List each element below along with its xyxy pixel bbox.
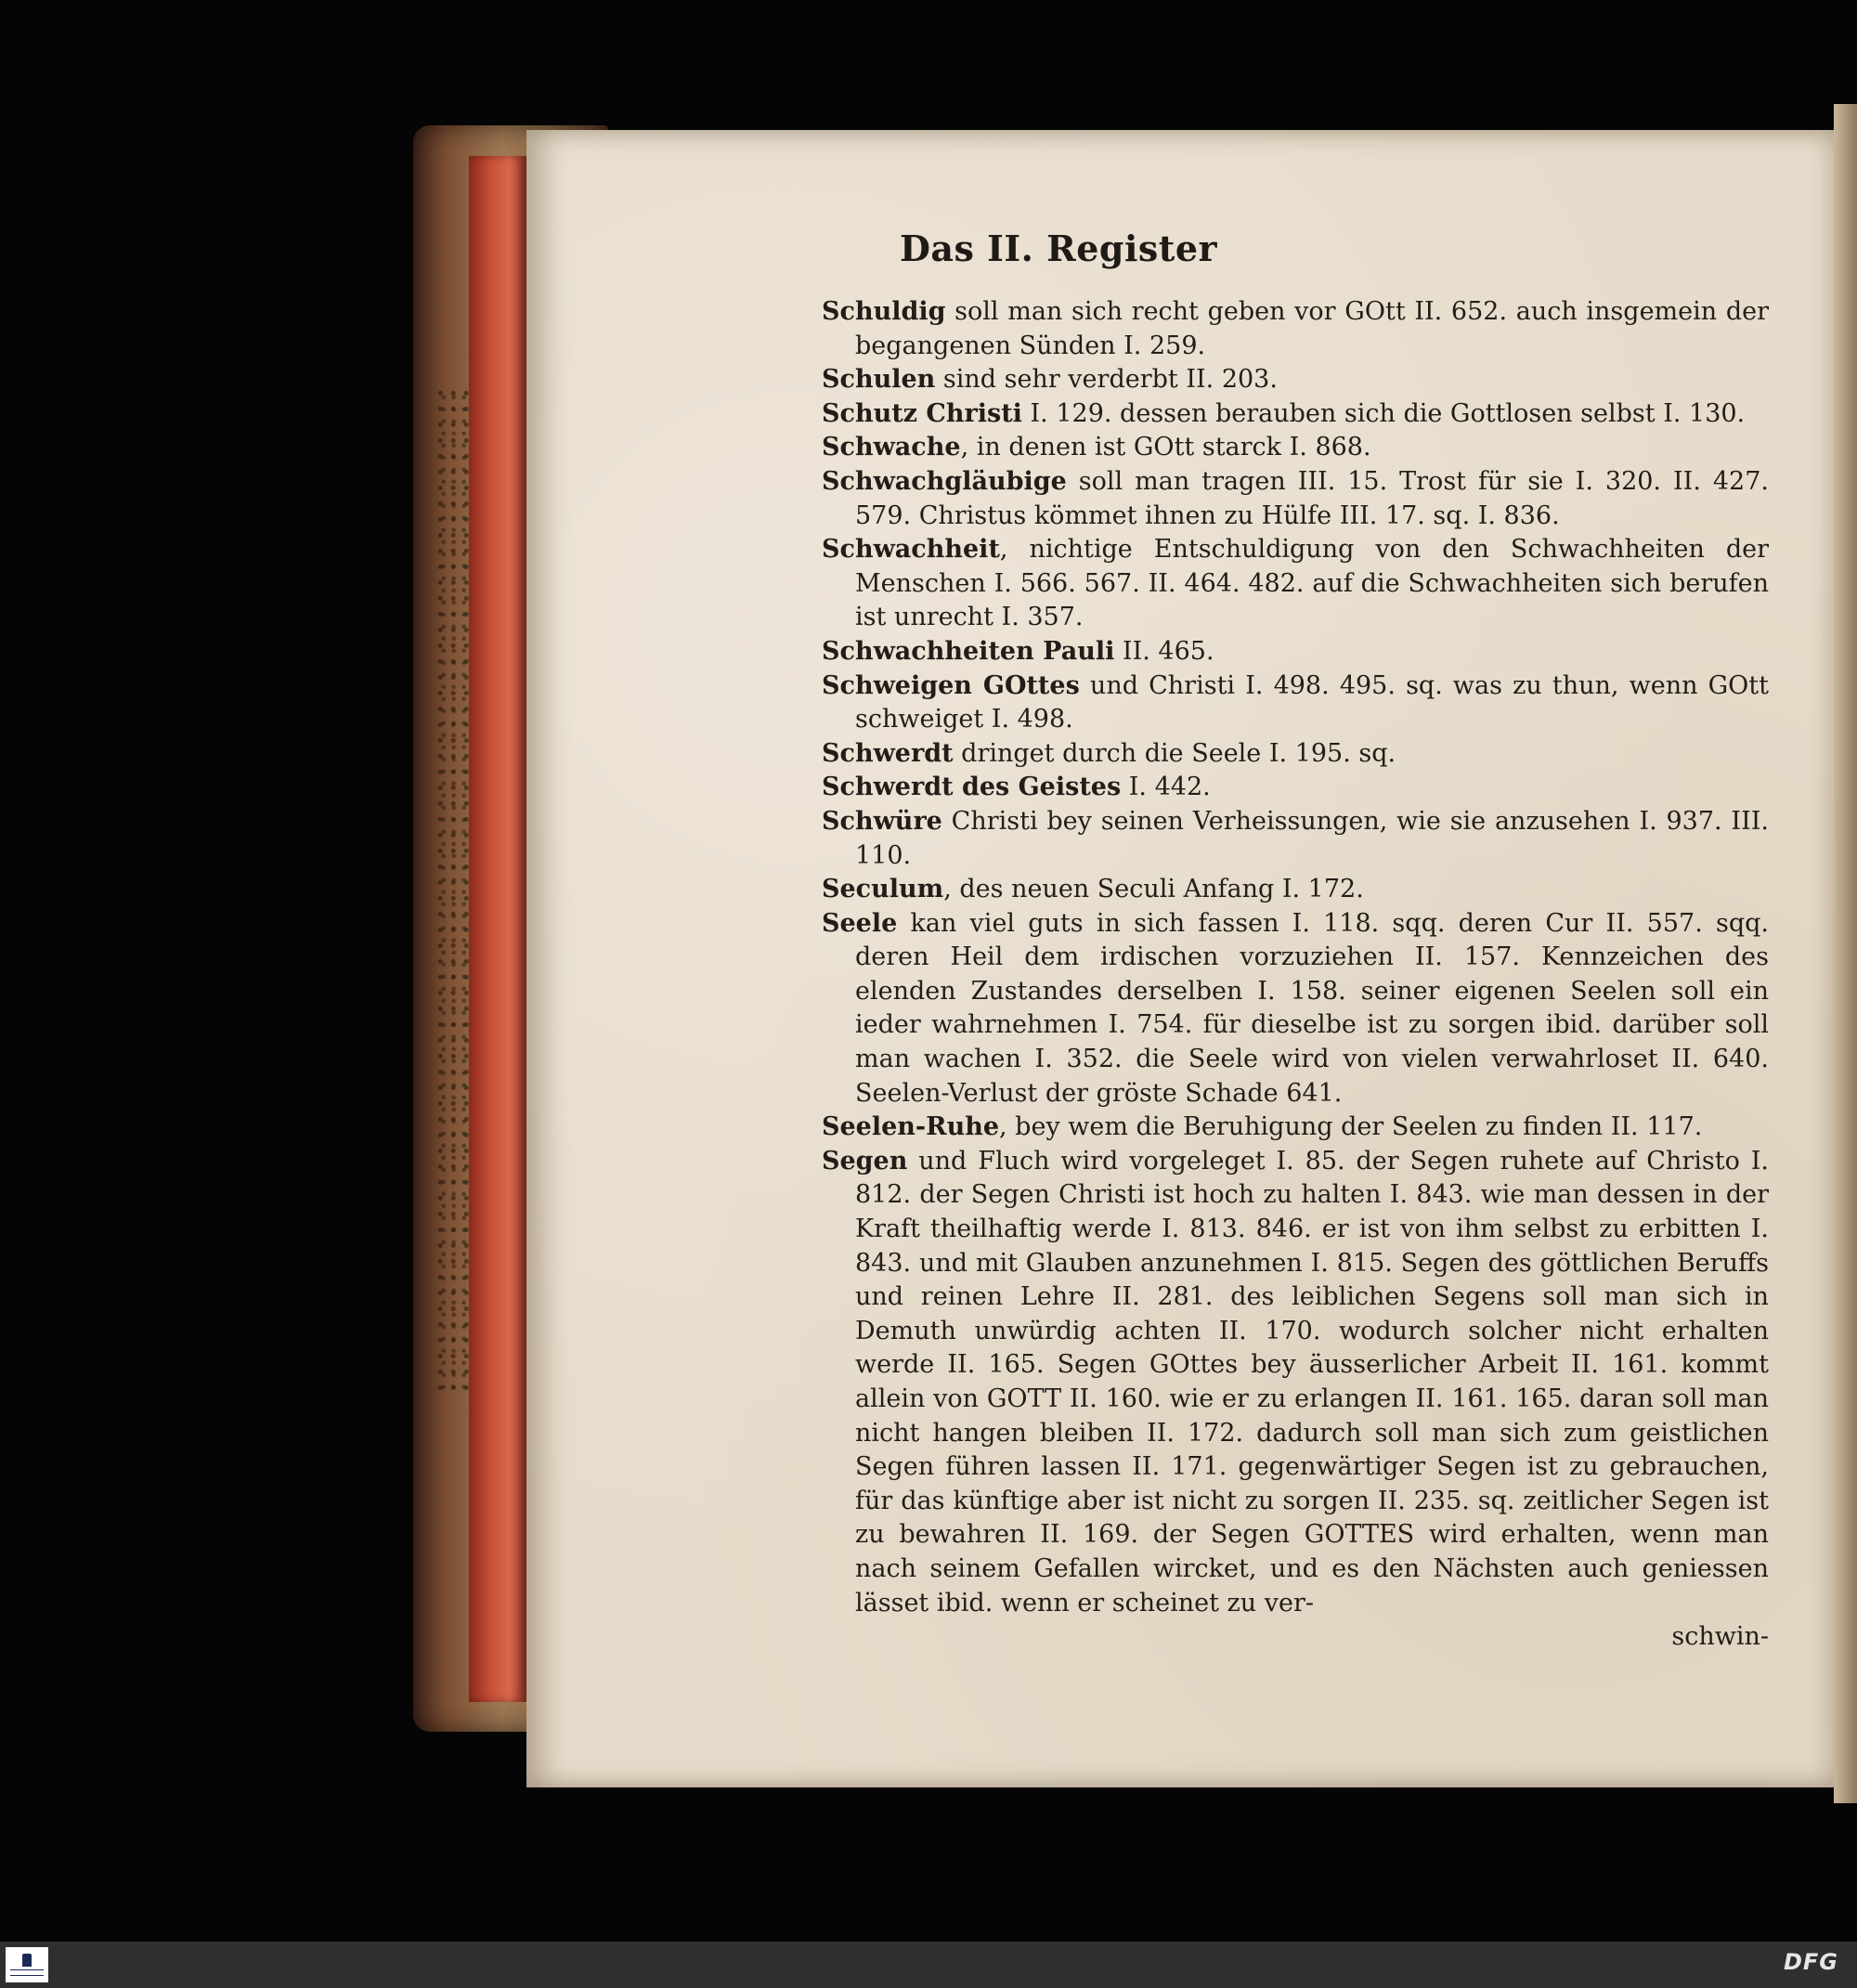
register-entry: [822, 635, 1769, 669]
entry-text: und Christi I. 498. 495. sq. was zu thun, wenn GOtt schweiget I. 498.: [855, 670, 1770, 734]
building-emblem-icon: [22, 1954, 32, 1967]
page-header: Das II. Register: [899, 227, 1218, 269]
register-entry: [822, 1145, 1769, 1620]
entry-text: , bey wem die Beruhigung der Seelen zu finden II. 117.: [999, 1112, 1703, 1142]
page-right-edge: [1834, 104, 1857, 1803]
dfg-logo[interactable]: DFG: [1783, 1949, 1838, 1975]
register-entry: [822, 1111, 1769, 1145]
entry-headword: Schwachgläubige: [822, 466, 1067, 496]
register-entry: [822, 907, 1769, 1111]
entry-text: dringet durch die Seele I. 195. sq.: [953, 738, 1396, 768]
entry-text: Christi bey seinen Verheissungen, wie sie anzusehen I. 937. III. 110.: [855, 806, 1769, 870]
entry-headword: Schweigen GOttes: [822, 670, 1080, 700]
register-entry: [822, 873, 1769, 907]
register-entry: [822, 295, 1769, 363]
register-entry: [822, 465, 1769, 533]
entry-headword: Schwachheiten Pauli: [822, 636, 1115, 666]
entry-text: , in denen ist GOtt starck I. 868.: [960, 433, 1371, 462]
entry-text: I. 442.: [1121, 773, 1211, 802]
register-entry: [822, 397, 1769, 432]
logo-text-lines: [10, 1969, 44, 1976]
entry-headword: Segen: [822, 1146, 908, 1176]
register-entry: [822, 363, 1769, 397]
entry-headword: Schuldig: [822, 297, 946, 326]
entry-text: II. 465.: [1114, 636, 1214, 666]
entry-headword: Schutz Christi: [822, 398, 1022, 428]
entry-text: I. 129. dessen berauben sich die Gottlosen selbst I. 130.: [1021, 398, 1746, 428]
entry-headword: Schwerdt des Geistes: [822, 773, 1122, 802]
register-entry: [822, 533, 1769, 635]
register-entry: [822, 669, 1769, 737]
red-page-edge: [469, 156, 526, 1702]
entry-text: , des neuen Seculi Anfang I. 172.: [943, 875, 1364, 904]
entry-headword: Schwerdt: [822, 738, 954, 768]
entry-headword: Seculum: [822, 875, 944, 904]
register-entry: [822, 805, 1769, 873]
library-logo-icon[interactable]: [6, 1947, 48, 1982]
entry-text: und Fluch wird vorgeleget I. 85. der Segen ruhete auf Christo I. 812. der Segen Christi ist hoch zu halten I. 843. wie man dessen in der Kraft theilhaftig werde I. 813. 846. er ist von ihm selbst zu erbitten I. 843. und mit Glauben anzunehmen I. 815. Segen des göttlichen Beruffs und reinen Lehre II. 281. des leiblichen Segens soll man sich in Demuth unwürdig achten II. 170. wodurch solcher nicht erhalten werde II. 165. Segen GOttes bey äusserlicher Arbeit II. 161. kommt allein von GOTT II. 160. wie er zu erlangen II. 161. 165. daran soll man nicht hangen bleiben II. 172. dadurch soll man sich zum geistlichen Segen führen lassen II. 171. gegenwärtiger Segen ist zu gebrauchen, für das künftige aber ist nicht zu sorgen II. 235. sq. zeitlicher Segen ist zu bewahren II. 169. der Segen GOTTES wird erhalten, wenn man nach seinem Gefallen wircket, und es den Nächsten auch geniessen lässet ibid. wenn er scheinet zu ver-: [855, 1146, 1769, 1618]
entry-text: soll man sich recht geben vor GOtt II. 652. auch insgemein der begangenen Sünden I. 259.: [855, 297, 1769, 360]
entry-text: , nichtige Entschuldigung von den Schwachheiten der Menschen I. 566. 567. II. 464. 482. auf die Schwachheiten sich berufen ist unrecht I. 357.: [855, 535, 1769, 632]
register-entries: [822, 295, 1769, 1655]
register-entry: [822, 737, 1769, 772]
viewer-footer-bar: [0, 1942, 1857, 1988]
register-entry: [822, 771, 1769, 805]
entry-headword: Schwüre: [822, 806, 942, 836]
entry-text: sind sehr verderbt II. 203.: [935, 365, 1278, 395]
entry-text: soll man tragen III. 15. Trost für sie I. 320. II. 427. 579. Christus kömmet ihnen zu Hülfe III. 17. sq. I. 836.: [855, 466, 1769, 530]
register-entry: [822, 431, 1769, 465]
entry-headword: Seelen-Ruhe: [822, 1112, 1000, 1142]
entry-headword: Schwachheit: [822, 535, 1000, 565]
entry-text: kan viel guts in sich fassen I. 118. sqq. deren Cur II. 557. sqq. deren Heil dem irdischen vorzuziehen II. 157. Kennzeichen des elenden Zustandes derselben I. 158. seiner eigenen Seelen soll ein ieder wahrnehmen I. 754. für dieselbe ist zu sorgen ibid. darüber soll man wachen I. 352. die Seele wird von vielen verwahrloset II. 640. Seelen-Verlust der gröste Schade 641.: [855, 908, 1769, 1108]
entry-headword: Seele: [822, 908, 898, 938]
entry-headword: Schulen: [822, 365, 936, 395]
catchword: schwin-: [1671, 1622, 1769, 1652]
entry-headword: Schwache: [822, 433, 961, 462]
